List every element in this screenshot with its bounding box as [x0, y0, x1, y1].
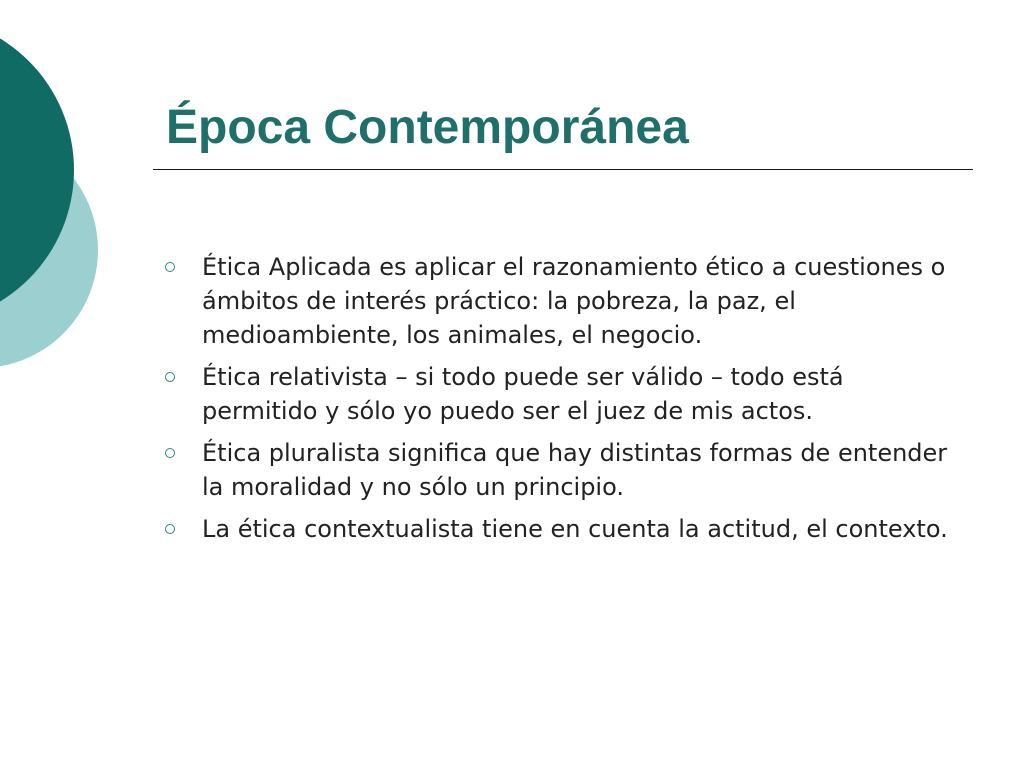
circle-bullet-icon [165, 524, 175, 534]
bullet-text: Ética pluralista significa que hay distintas formas de entender la moralidad y no sólo un principio. [202, 439, 948, 501]
circle-bullet-icon [165, 372, 175, 382]
bullet-item [162, 512, 962, 546]
bullet-text: Ética Aplicada es aplicar el razonamiento ético a cuestiones o ámbitos de interés práctico: la pobreza, la paz, el medioambiente, los animales, el negocio. [202, 253, 946, 349]
circle-bullet-icon [165, 448, 175, 458]
bullet-item [162, 360, 962, 428]
slide-title: Época Contemporánea [166, 101, 689, 154]
title-divider [153, 169, 973, 170]
bullet-list [162, 250, 962, 554]
bullet-item [162, 250, 962, 352]
bullet-item [162, 436, 962, 504]
bullet-text: Ética relativista – si todo puede ser válido – todo está permitido y sólo yo puedo ser el juez de mis actos. [202, 363, 844, 425]
decorative-circles [0, 0, 120, 400]
bullet-text: La ética contextualista tiene en cuenta la actitud, el contexto. [202, 515, 948, 543]
circle-bullet-icon [165, 262, 175, 272]
